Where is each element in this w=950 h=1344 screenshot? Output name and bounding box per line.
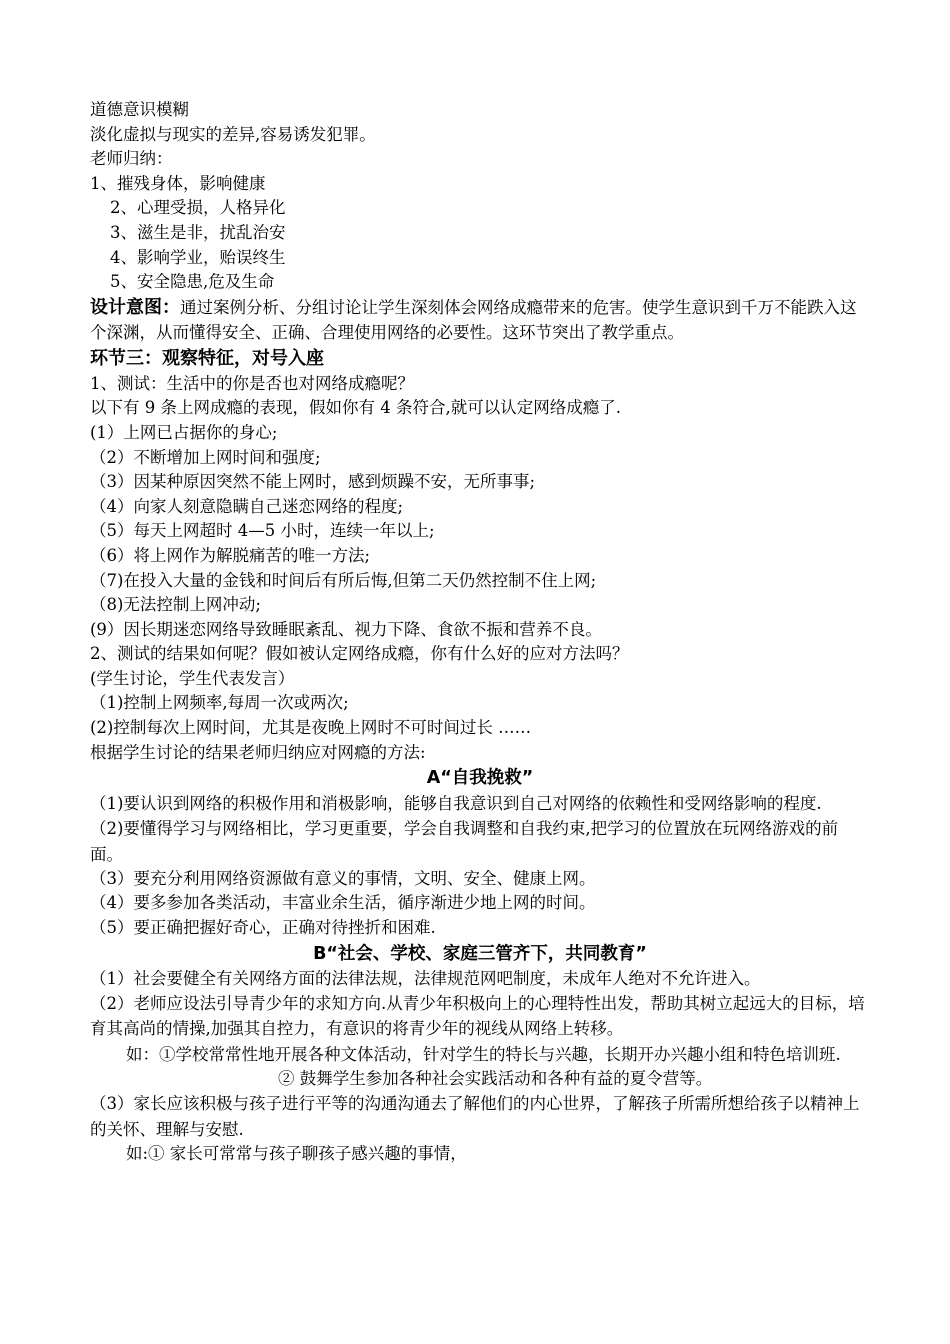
discussion-note: (学生讨论，学生代表发言）	[90, 668, 295, 688]
test-item: (9）因长期迷恋网络导致睡眠紊乱、视力下降、食欲不振和营养不良。	[90, 619, 602, 639]
section-title: 环节三：观察特征，对号入座	[90, 347, 324, 369]
method-item: (2)控制每次上网时间，尤其是夜晚上网时不可时间过长 ……	[90, 718, 532, 738]
text-line: 老师归纳：	[90, 149, 173, 169]
harm-item: 2、心理受损，人格异化	[110, 198, 286, 218]
text-line: 道德意识模糊	[90, 100, 189, 119]
harm-item: 4、影响学业，贻误终生	[110, 247, 286, 267]
design-intent-text: 通过案例分析、分组讨论让学生深刻体会网络成瘾带来的危害。使学生意识到千万不能跌入这个深渊，从而懂得安全、正确、合理使用网络的必要性。这环节突出了教学重点。	[90, 297, 857, 342]
part-b-title: B“社会、学校、家庭三管齐下，共同教育”	[313, 943, 647, 964]
part-b-example-text: 如：①学校常常性地开展各种文体活动，针对学生的特长与兴趣，长期开办兴趣小组和特色培训班.	[126, 1044, 841, 1064]
document-page	[90, 98, 870, 1166]
part-a-item: （5）要正确把握好奇心，正确对待挫折和困难.	[90, 918, 436, 938]
part-b-example: ② 鼓舞学生参加各种社会实践活动和各种有益的夏令营等。	[278, 1068, 713, 1088]
harm-item: 5、安全隐患,危及生命	[110, 272, 275, 292]
test-item: （5）每天上网超时 4—5 小时，连续一年以上;	[90, 521, 435, 541]
design-intent-label: 设计意图：	[90, 296, 180, 318]
test-item: （7)在投入大量的金钱和时间后有所后悔,但第二天仍然控制不住上网;	[90, 570, 597, 590]
harm-item: 1、摧残身体，影响健康	[90, 173, 266, 193]
part-a-item: （4）要多参加各类活动，丰富业余生活，循序渐进少地上网的时间。	[90, 893, 596, 913]
part-b-item: （1）社会要健全有关网络方面的法律法规，法律规范网吧制度，未成年人绝对不允许进入。	[90, 968, 761, 988]
harm-item: 3、滋生是非，扰乱治安	[110, 222, 286, 242]
test-item: （2）不断增加上网时间和强度;	[90, 447, 321, 467]
part-a-item: （1)要认识到网络的积极作用和消极影响，能够自我意识到自己对网络的依赖性和受网络影响的程度.	[90, 794, 822, 814]
test-question: 2、测试的结果如何呢？假如被认定网络成瘾，你有什么好的应对方法吗？	[90, 644, 629, 664]
test-item: （4）向家人刻意隐瞒自己迷恋网络的程度;	[90, 496, 404, 516]
part-b-example: 如:① 家长可常常与孩子聊孩子感兴趣的事情，	[126, 1143, 467, 1163]
test-item: （6）将上网作为解脱痛苦的唯一方法;	[90, 545, 371, 565]
part-b-example	[90, 1042, 870, 1067]
part-b-item: （3）家长应该积极与孩子进行平等的沟通沟通去了解他们的内心世界，了解孩子所需所想给孩子以精神上的关怀、理解与安慰.	[90, 1094, 860, 1139]
test-intro: 以下有 9 条上网成瘾的表现，假如你有 4 条符合,就可以认定网络成瘾了.	[90, 398, 621, 418]
part-a-title: A“自我挽救”	[426, 768, 534, 789]
test-item: （8)无法控制上网冲动;	[90, 595, 261, 615]
text-line: 淡化虚拟与现实的差异,容易诱发犯罪。	[90, 124, 376, 144]
summary-line: 根据学生讨论的结果老师归纳应对网瘾的方法:	[90, 742, 426, 762]
test-item: (1）上网已占据你的身心;	[90, 422, 278, 442]
test-item: （3）因某种原因突然不能上网时，感到烦躁不安，无所事事;	[90, 472, 536, 492]
part-a-item: （3）要充分利用网络资源做有意义的事情，文明、安全、健康上网。	[90, 868, 596, 888]
part-a-item: （2)要懂得学习与网络相比，学习更重要，学会自我调整和自我约束,把学习的位置放在玩网络游戏的前面。	[90, 819, 839, 864]
method-item: （1)控制上网频率,每周一次或两次;	[90, 693, 349, 713]
part-b-item: （2）老师应设法引导青少年的求知方向.从青少年积极向上的心理特性出发，帮助其树立起远大的目标，培育其高尚的情操,加强其自控力，有意识的将青少年的视线从网络上转移。	[90, 994, 865, 1039]
design-intent	[90, 295, 870, 345]
test-question: 1、测试：生活中的你是否也对网络成瘾呢？	[90, 373, 414, 393]
